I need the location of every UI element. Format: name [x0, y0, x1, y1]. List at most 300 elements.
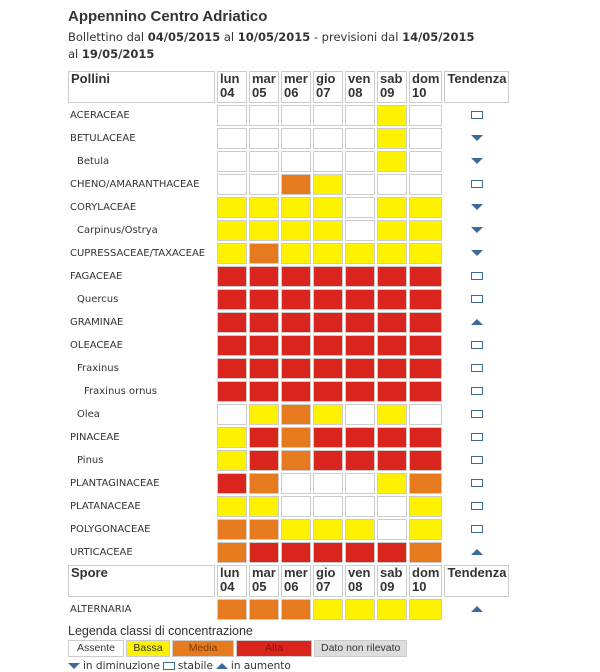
concentration-cell-bassa: [345, 599, 375, 620]
concentration-cell-assente: [409, 174, 442, 195]
trend-cell: [444, 266, 509, 287]
concentration-cell-alta: [217, 358, 247, 379]
concentration-cell-alta: [313, 312, 343, 333]
day-header: [377, 565, 407, 597]
concentration-cell-bassa: [281, 220, 311, 241]
concentration-cell-assente: [409, 151, 442, 172]
concentration-cell-alta: [409, 427, 442, 448]
concentration-cell-alta: [377, 542, 407, 563]
taxon-name: BETULACEAE: [70, 133, 136, 144]
concentration-cell-bassa: [345, 519, 375, 540]
trend-cell: [444, 404, 509, 425]
concentration-cell-bassa: [313, 174, 343, 195]
day-name: dom: [412, 71, 440, 86]
concentration-cell-bassa: [313, 220, 343, 241]
concentration-cell-media: [281, 427, 311, 448]
trend-cell: [444, 450, 509, 471]
concentration-cell-bassa: [249, 220, 279, 241]
concentration-cell-alta: [345, 450, 375, 471]
taxon-name: Betula: [77, 156, 110, 167]
trend-stable-label: stabile: [177, 660, 213, 672]
concentration-cell-media: [249, 599, 279, 620]
concentration-cell-assente: [345, 174, 375, 195]
concentration-cell-assente: [313, 473, 343, 494]
trend-cell: [444, 427, 509, 448]
concentration-cell-alta: [345, 335, 375, 356]
concentration-cell-bassa: [345, 243, 375, 264]
concentration-cell-alta: [281, 289, 311, 310]
table-row: [68, 599, 509, 620]
forecast-from: 14/05/2015: [402, 30, 475, 44]
taxon-name: Fraxinus ornus: [84, 386, 157, 397]
concentration-cell-alta: [313, 358, 343, 379]
taxon-name: OLEACEAE: [70, 340, 123, 351]
trend-cell: [444, 289, 509, 310]
table-row: [68, 174, 509, 195]
table-row: [68, 105, 509, 126]
day-header: [217, 565, 247, 597]
concentration-cell-alta: [217, 289, 247, 310]
concentration-cell-alta: [281, 335, 311, 356]
concentration-cell-assente: [377, 496, 407, 517]
trend-stable-icon: [471, 479, 483, 487]
concentration-cell-alta: [345, 266, 375, 287]
day-header: [281, 565, 311, 597]
concentration-cell-media: [249, 519, 279, 540]
taxon-name: ALTERNARIA: [70, 604, 132, 615]
concentration-cell-alta: [249, 427, 279, 448]
taxon-name: GRAMINAE: [70, 317, 124, 328]
forecast-al: al: [68, 47, 79, 61]
section-header-row: [68, 565, 509, 597]
taxon-name: PLANTAGINACEAE: [70, 478, 160, 489]
taxon-name: URTICACEAE: [70, 547, 133, 558]
day-header: [217, 71, 247, 103]
trend-up-icon: [471, 606, 483, 612]
trend-header: Tendenza: [444, 565, 509, 597]
table-row: [68, 128, 509, 149]
trend-up-icon: [471, 319, 483, 325]
concentration-cell-bassa: [217, 243, 247, 264]
concentration-cell-bassa: [313, 243, 343, 264]
concentration-cell-bassa: [249, 197, 279, 218]
concentration-cell-alta: [281, 542, 311, 563]
concentration-cell-bassa: [313, 197, 343, 218]
concentration-cell-alta: [249, 542, 279, 563]
day-name: mar: [252, 565, 276, 580]
concentration-cell-assente: [313, 105, 343, 126]
concentration-cell-media: [217, 519, 247, 540]
concentration-cell-alta: [313, 450, 343, 471]
section-header: Spore: [68, 565, 215, 597]
concentration-cell-bassa: [409, 519, 442, 540]
concentration-cell-alta: [217, 381, 247, 402]
concentration-cell-alta: [281, 266, 311, 287]
concentration-cell-alta: [377, 289, 407, 310]
trend-up-label: in aumento: [230, 660, 291, 672]
table-row: [68, 266, 509, 287]
taxon-name: Carpinus/Ostrya: [77, 225, 158, 236]
trend-down-label: in diminuzione: [83, 660, 160, 672]
concentration-cell-assente: [313, 496, 343, 517]
concentration-cell-assente: [409, 404, 442, 425]
table-row: [68, 450, 509, 471]
day-header: [313, 565, 343, 597]
day-name: mer: [284, 565, 308, 580]
concentration-cell-alta: [281, 312, 311, 333]
concentration-cell-bassa: [217, 427, 247, 448]
concentration-cell-alta: [377, 266, 407, 287]
concentration-cell-bassa: [217, 496, 247, 517]
day-header: [249, 71, 279, 103]
concentration-cell-alta: [345, 427, 375, 448]
day-number: 04: [220, 85, 235, 100]
concentration-cell-assente: [345, 105, 375, 126]
trend-cell: [444, 243, 509, 264]
day-header: [313, 71, 343, 103]
concentration-cell-assente: [217, 128, 247, 149]
forecast-to: 19/05/2015: [81, 47, 155, 61]
table-row: [68, 335, 509, 356]
day-number: 10: [412, 579, 427, 594]
table-row: [68, 289, 509, 310]
concentration-cell-assente: [345, 473, 375, 494]
concentration-cell-bassa: [377, 404, 407, 425]
concentration-cell-alta: [313, 266, 343, 287]
concentration-cell-bassa: [377, 128, 407, 149]
concentration-cell-alta: [377, 450, 407, 471]
day-name: ven: [348, 71, 371, 86]
concentration-cell-bassa: [409, 220, 442, 241]
day-number: 05: [252, 579, 267, 594]
taxon-name: CUPRESSACEAE/TAXACEAE: [70, 248, 206, 259]
day-name: dom: [412, 565, 440, 580]
day-header: [345, 565, 375, 597]
trend-cell: [444, 312, 509, 333]
legend-title: Legenda classi di concentrazione: [68, 624, 253, 638]
concentration-cell-alta: [249, 450, 279, 471]
concentration-cell-bassa: [377, 243, 407, 264]
concentration-cell-alta: [281, 381, 311, 402]
day-number: 07: [316, 579, 331, 594]
concentration-cell-bassa: [281, 519, 311, 540]
bulletin: [68, 8, 518, 672]
concentration-cell-alta: [313, 427, 343, 448]
trend-stable-icon: [471, 364, 483, 372]
concentration-cell-assente: [409, 105, 442, 126]
concentration-cell-alta: [377, 358, 407, 379]
concentration-cell-bassa: [217, 220, 247, 241]
concentration-cell-media: [281, 450, 311, 471]
table-row: [68, 220, 509, 241]
concentration-cell-bassa: [377, 197, 407, 218]
table-row: [68, 358, 509, 379]
trend-cell: [444, 358, 509, 379]
pollen-table: [66, 69, 511, 622]
trend-cell: [444, 128, 509, 149]
day-header: [345, 71, 375, 103]
trend-cell: [444, 496, 509, 517]
trend-cell: [444, 381, 509, 402]
table-row: [68, 404, 509, 425]
concentration-cell-media: [409, 473, 442, 494]
concentration-cell-assente: [217, 404, 247, 425]
table-row: [68, 473, 509, 494]
concentration-cell-alta: [409, 381, 442, 402]
concentration-cell-alta: [345, 289, 375, 310]
concentration-cell-alta: [409, 289, 442, 310]
concentration-cell-alta: [217, 312, 247, 333]
concentration-cell-bassa: [409, 197, 442, 218]
concentration-cell-alta: [409, 358, 442, 379]
taxon-name: Fraxinus: [77, 363, 119, 374]
concentration-cell-assente: [217, 174, 247, 195]
page-title: Appennino Centro Adriatico: [68, 8, 268, 25]
concentration-cell-bassa: [281, 197, 311, 218]
table-row: [68, 312, 509, 333]
concentration-cell-bassa: [249, 496, 279, 517]
concentration-cell-media: [281, 174, 311, 195]
trend-stable-icon: [471, 410, 483, 418]
day-name: lun: [220, 71, 240, 86]
trend-stable-icon: [471, 111, 483, 119]
concentration-cell-alta: [409, 312, 442, 333]
trend-cell: [444, 151, 509, 172]
concentration-cell-alta: [377, 381, 407, 402]
concentration-cell-assente: [281, 473, 311, 494]
concentration-cell-alta: [313, 289, 343, 310]
trend-up-icon: [216, 663, 228, 669]
concentration-cell-alta: [313, 335, 343, 356]
concentration-cell-assente: [281, 128, 311, 149]
trend-cell: [444, 335, 509, 356]
concentration-cell-media: [281, 599, 311, 620]
period-from: 04/05/2015: [147, 30, 221, 44]
concentration-cell-assente: [249, 105, 279, 126]
concentration-cell-bassa: [377, 220, 407, 241]
taxon-name: CORYLACEAE: [70, 202, 137, 213]
day-header: [409, 71, 442, 103]
day-number: 05: [252, 85, 267, 100]
concentration-cell-media: [249, 243, 279, 264]
day-number: 06: [284, 579, 299, 594]
concentration-cell-assente: [249, 151, 279, 172]
table-row: [68, 243, 509, 264]
trend-cell: [444, 599, 509, 620]
day-name: sab: [380, 71, 403, 86]
concentration-cell-alta: [313, 542, 343, 563]
concentration-cell-alta: [409, 335, 442, 356]
taxon-name: Pinus: [77, 455, 104, 466]
concentration-cell-assente: [345, 404, 375, 425]
concentration-cell-assente: [377, 174, 407, 195]
trend-stable-icon: [471, 387, 483, 395]
concentration-cell-bassa: [281, 243, 311, 264]
trend-stable-icon: [471, 433, 483, 441]
day-number: 10: [412, 85, 427, 100]
trend-cell: [444, 174, 509, 195]
day-name: lun: [220, 565, 240, 580]
trend-down-icon: [471, 158, 483, 164]
concentration-cell-alta: [345, 358, 375, 379]
legend-media: Media: [172, 640, 234, 657]
trend-header: Tendenza: [444, 71, 509, 103]
concentration-cell-alta: [345, 312, 375, 333]
concentration-cell-alta: [249, 358, 279, 379]
concentration-cell-alta: [377, 335, 407, 356]
table-row: [68, 519, 509, 540]
concentration-cell-assente: [281, 151, 311, 172]
day-name: mer: [284, 71, 308, 86]
period-prefix: Bollettino dal: [68, 30, 145, 44]
section-header: Pollini: [68, 71, 215, 103]
day-number: 07: [316, 85, 331, 100]
trend-cell: [444, 105, 509, 126]
taxon-name: CHENO/AMARANTHACEAE: [70, 179, 200, 190]
day-name: gio: [316, 71, 336, 86]
trend-cell: [444, 220, 509, 241]
day-number: 04: [220, 579, 235, 594]
concentration-cell-bassa: [313, 404, 343, 425]
day-name: ven: [348, 565, 371, 580]
concentration-cell-assente: [217, 151, 247, 172]
legend-non_rilevato: Dato non rilevato: [314, 640, 407, 657]
concentration-cell-assente: [409, 128, 442, 149]
day-header: [249, 565, 279, 597]
legend-alta: Alta: [236, 640, 312, 657]
day-header: [377, 71, 407, 103]
legend-assente: Assente: [68, 640, 124, 657]
concentration-cell-assente: [345, 197, 375, 218]
table-row: [68, 197, 509, 218]
concentration-cell-assente: [313, 151, 343, 172]
taxon-name: POLYGONACEAE: [70, 524, 151, 535]
concentration-cell-alta: [377, 312, 407, 333]
table-row: [68, 381, 509, 402]
trend-stable-icon: [163, 662, 175, 670]
day-number: 08: [348, 85, 363, 100]
day-number: 09: [380, 579, 395, 594]
taxon-name: PINACEAE: [70, 432, 120, 443]
trend-stable-icon: [471, 180, 483, 188]
concentration-cell-alta: [409, 450, 442, 471]
concentration-cell-alta: [217, 335, 247, 356]
concentration-cell-assente: [345, 220, 375, 241]
trend-stable-icon: [471, 341, 483, 349]
concentration-cell-alta: [249, 381, 279, 402]
trend-down-icon: [471, 250, 483, 256]
concentration-cell-alta: [313, 381, 343, 402]
concentration-cell-assente: [249, 174, 279, 195]
trend-down-icon: [471, 204, 483, 210]
day-name: mar: [252, 71, 276, 86]
section-header-row: [68, 71, 509, 103]
concentration-cell-assente: [249, 128, 279, 149]
concentration-cell-assente: [313, 128, 343, 149]
taxon-name: Quercus: [77, 294, 119, 305]
concentration-cell-assente: [217, 105, 247, 126]
taxon-name: ACERACEAE: [70, 110, 130, 121]
trend-stable-icon: [471, 456, 483, 464]
concentration-cell-assente: [377, 519, 407, 540]
concentration-cell-alta: [281, 358, 311, 379]
concentration-cell-assente: [345, 496, 375, 517]
concentration-cell-bassa: [217, 450, 247, 471]
day-number: 08: [348, 579, 363, 594]
concentration-cell-bassa: [377, 151, 407, 172]
table-row: [68, 496, 509, 517]
trend-stable-icon: [471, 502, 483, 510]
taxon-name: Olea: [77, 409, 100, 420]
concentration-cell-alta: [409, 266, 442, 287]
trend-stable-icon: [471, 295, 483, 303]
trend-stable-icon: [471, 525, 483, 533]
trend-up-icon: [471, 549, 483, 555]
concentration-cell-media: [281, 404, 311, 425]
trend-cell: [444, 519, 509, 540]
day-header: [281, 71, 311, 103]
concentration-cell-bassa: [377, 105, 407, 126]
concentration-cell-bassa: [409, 599, 442, 620]
bulletin-period: [68, 29, 488, 63]
day-name: sab: [380, 565, 403, 580]
trend-down-icon: [471, 135, 483, 141]
concentration-cell-alta: [249, 335, 279, 356]
period-to: 10/05/2015: [237, 30, 311, 44]
table-row: [68, 542, 509, 563]
concentration-cell-assente: [345, 128, 375, 149]
concentration-cell-assente: [345, 151, 375, 172]
concentration-cell-bassa: [409, 243, 442, 264]
day-number: 06: [284, 85, 299, 100]
concentration-cell-alta: [249, 289, 279, 310]
concentration-cell-bassa: [377, 473, 407, 494]
concentration-cell-alta: [345, 381, 375, 402]
concentration-cell-alta: [217, 266, 247, 287]
day-header: [409, 565, 442, 597]
table-row: [68, 151, 509, 172]
concentration-cell-bassa: [249, 404, 279, 425]
legend-bassa: Bassa: [126, 640, 170, 657]
trend-cell: [444, 197, 509, 218]
concentration-cell-media: [409, 542, 442, 563]
day-number: 09: [380, 85, 395, 100]
trend-down-icon: [471, 227, 483, 233]
table-row: [68, 427, 509, 448]
trend-legend: [68, 660, 518, 672]
concentration-cell-alta: [345, 542, 375, 563]
concentration-cell-media: [249, 473, 279, 494]
concentration-cell-bassa: [313, 599, 343, 620]
trend-down-icon: [68, 663, 80, 669]
concentration-cell-bassa: [217, 197, 247, 218]
taxon-name: PLATANACEAE: [70, 501, 141, 512]
concentration-cell-alta: [249, 266, 279, 287]
trend-cell: [444, 542, 509, 563]
day-name: gio: [316, 565, 336, 580]
concentration-legend: [68, 640, 518, 657]
trend-stable-icon: [471, 272, 483, 280]
concentration-cell-bassa: [313, 519, 343, 540]
trend-cell: [444, 473, 509, 494]
concentration-cell-alta: [217, 473, 247, 494]
concentration-cell-alta: [249, 312, 279, 333]
forecast-prefix: - previsioni dal: [313, 30, 399, 44]
concentration-cell-assente: [281, 105, 311, 126]
concentration-cell-bassa: [377, 599, 407, 620]
concentration-cell-media: [217, 599, 247, 620]
concentration-cell-bassa: [409, 496, 442, 517]
